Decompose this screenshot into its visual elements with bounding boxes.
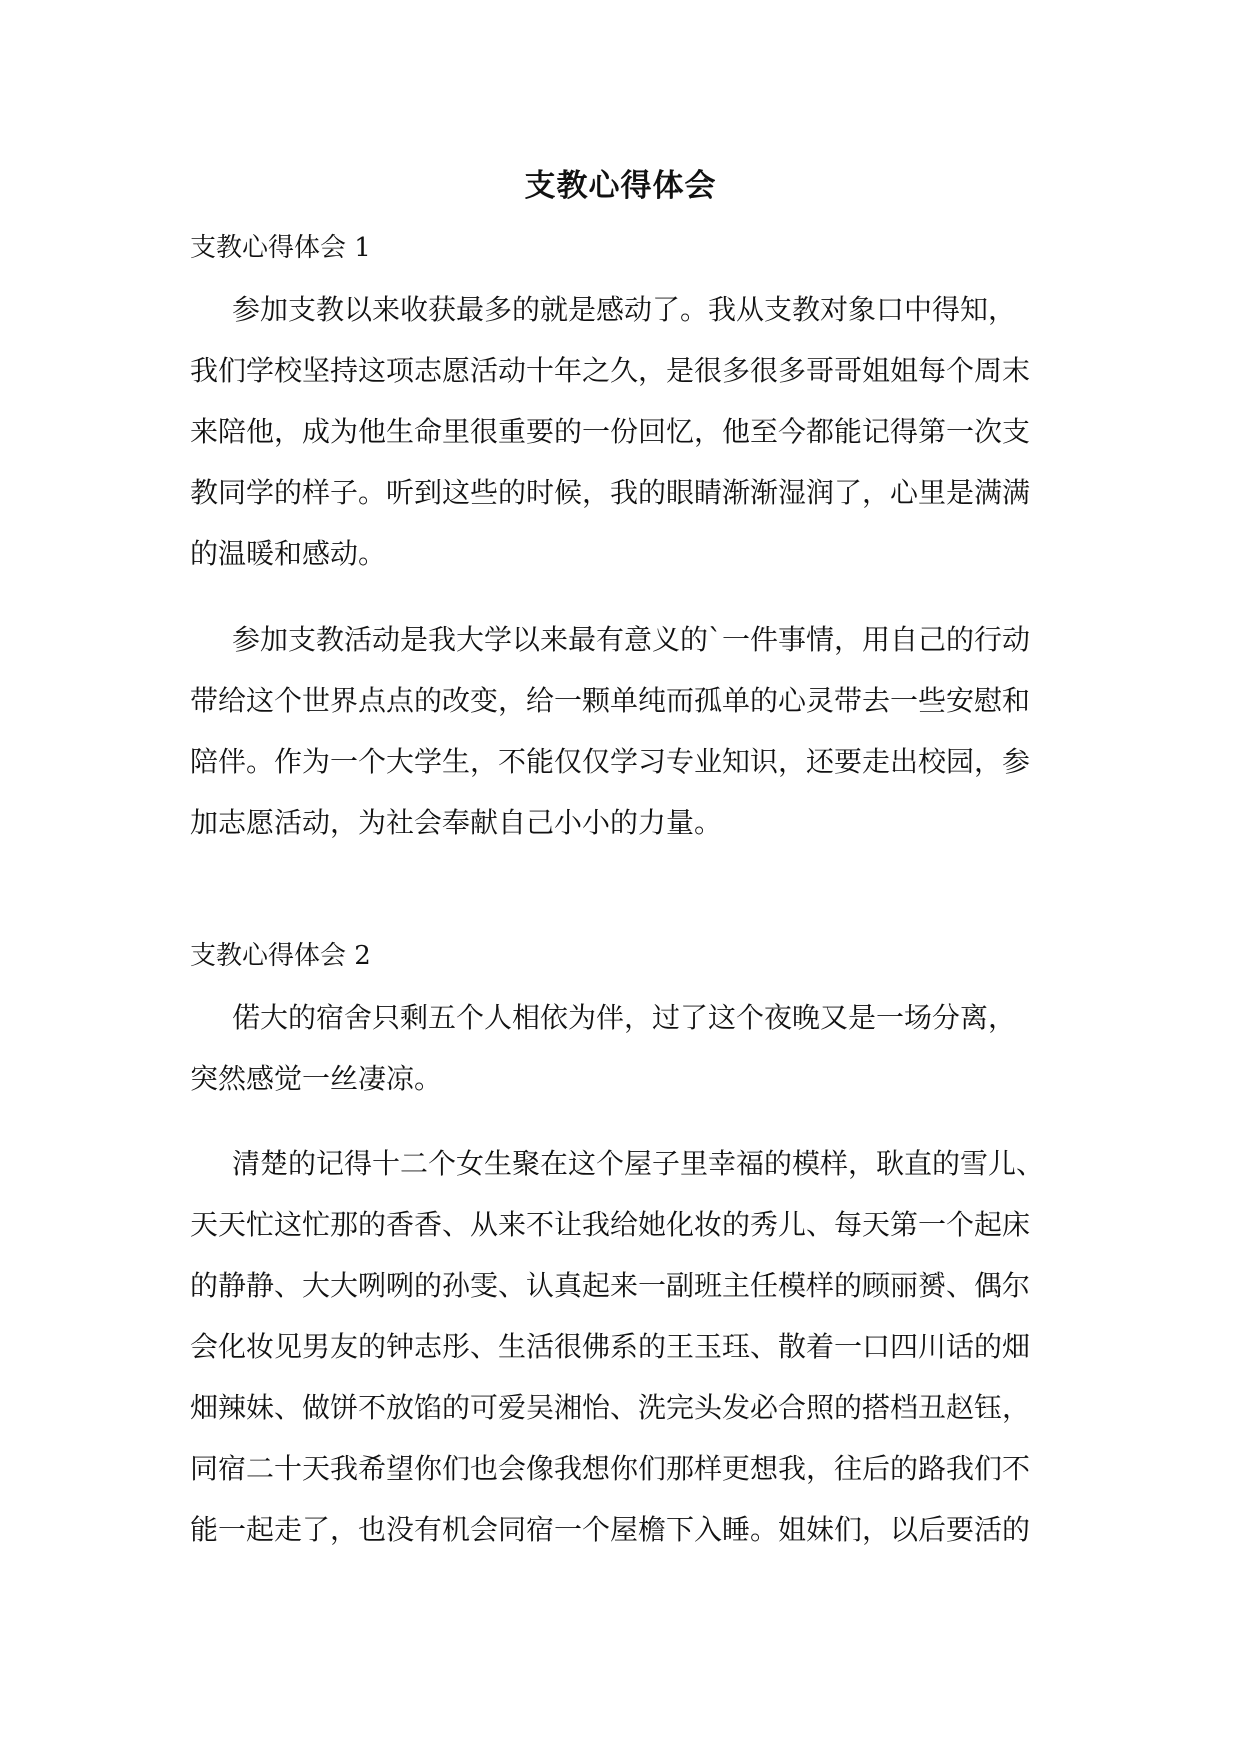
paragraph-line: 的温暖和感动。 (190, 537, 387, 570)
paragraph-line: 同宿二十天我希望你们也会像我想你们那样更想我，往后的路我们不 (190, 1452, 1031, 1485)
paragraph-line: 清楚的记得十二个女生聚在这个屋子里幸福的模样，耿直的雪儿、 (232, 1147, 1045, 1180)
paragraph-line: 的静静、大大咧咧的孙雯、认真起来一副班主任模样的顾丽赟、偶尔 (190, 1269, 1031, 1302)
paragraph-line: 来陪他，成为他生命里很重要的一份回忆，他至今都能记得第一次支 (190, 415, 1031, 448)
paragraph-line: 参加支教以来收获最多的就是感动了。我从支教对象口中得知， (232, 293, 1017, 326)
paragraph-line: 带给这个世界点点的改变，给一颗单纯而孤单的心灵带去一些安慰和 (190, 684, 1031, 717)
paragraph-line: 参加支教活动是我大学以来最有意义的`一件事情，用自己的行动 (232, 623, 1031, 656)
paragraph-line: 会化妆见男友的钟志彤、生活很佛系的王玉珏、散着一口四川话的畑 (190, 1330, 1031, 1363)
document-title: 支教心得体会 (524, 168, 717, 204)
paragraph-line: 天天忙这忙那的香香、从来不让我给她化妆的秀儿、每天第一个起床 (190, 1208, 1031, 1241)
paragraph-line: 教同学的样子。听到这些的时候，我的眼睛渐渐湿润了，心里是满满 (190, 476, 1031, 509)
paragraph-line: 陪伴。作为一个大学生，不能仅仅学习专业知识，还要走出校园，参 (190, 745, 1031, 778)
paragraph-line: 加志愿活动，为社会奉献自己小小的力量。 (190, 806, 723, 839)
paragraph-line: 突然感觉一丝凄凉。 (190, 1062, 443, 1095)
paragraph-line: 畑辣妹、做饼不放馅的可爱吴湘怡、洗完头发必合照的搭档丑赵钰， (190, 1391, 1031, 1424)
paragraph-line: 偌大的宿舍只剩五个人相依为伴，过了这个夜晚又是一场分离， (232, 1001, 1017, 1034)
paragraph-line: 能一起走了，也没有机会同宿一个屋檐下入睡。姐妹们，以后要活的 (190, 1513, 1031, 1546)
paragraph-line: 我们学校坚持这项志愿活动十年之久，是很多很多哥哥姐姐每个周末 (190, 354, 1031, 387)
section-heading-1: 支教心得体会 1 (190, 233, 371, 263)
section-heading-2: 支教心得体会 2 (190, 941, 371, 971)
